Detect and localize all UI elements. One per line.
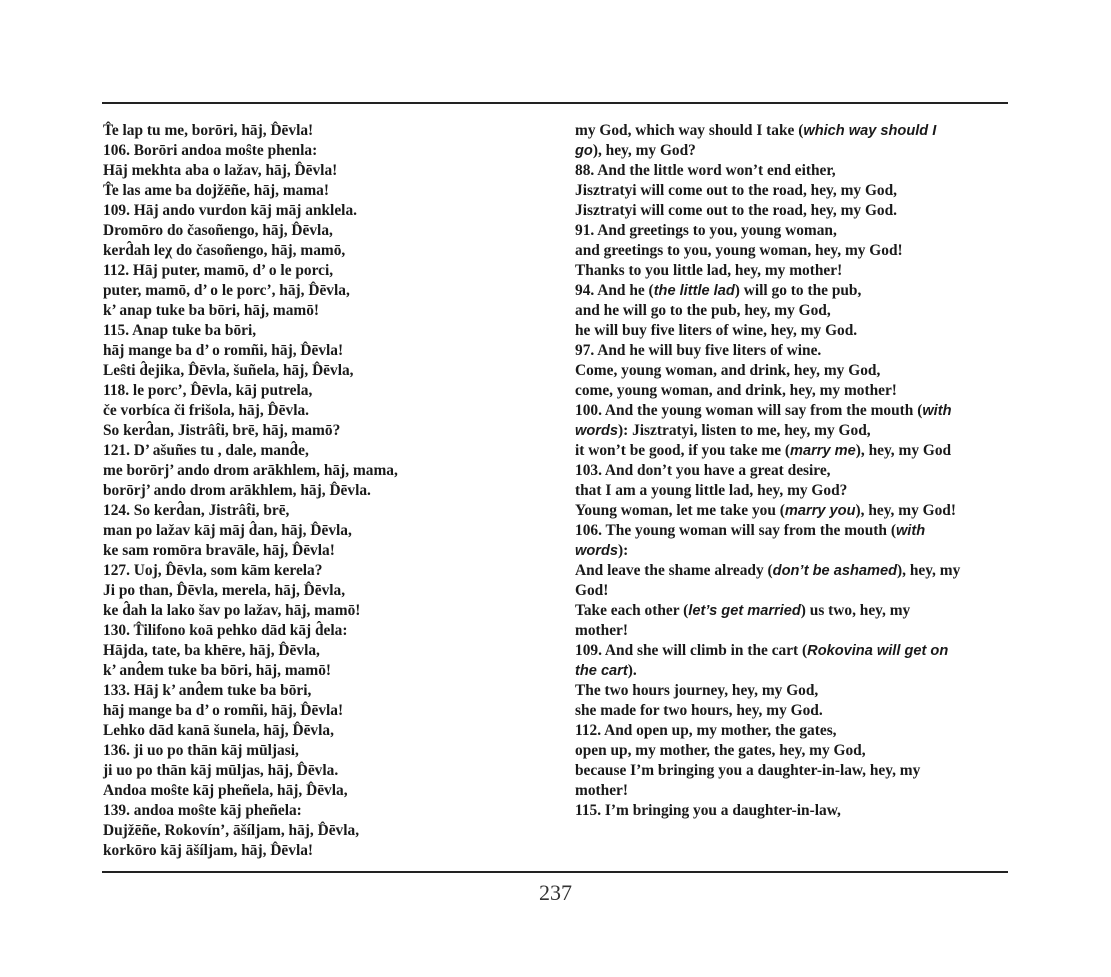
romani-line: Andoa mos̑te kāj pheñela, hāj, D̂ēvla, <box>103 782 348 799</box>
translation-line <box>575 201 961 221</box>
translation-line <box>575 381 961 401</box>
translation-line <box>575 341 961 361</box>
romani-line: 130. T̂ilifono koā pehko dād kāj d̂ela: <box>103 622 348 639</box>
translation-line <box>575 401 961 441</box>
translation-line <box>575 181 961 201</box>
italic-gloss: marry you <box>784 503 856 519</box>
romani-line: Hājda, tate, ba khēre, hāj, D̂ēvla, <box>103 642 320 659</box>
romani-line: korkōro kāj āšíljam, hāj, D̂ēvla! <box>103 842 314 859</box>
romani-line: 118. le porc’, D̂ēvla, kāj putrela, <box>103 382 313 399</box>
translation-text: open up, my mother, the gates, hey, my God, <box>575 742 866 759</box>
translation-text: ), hey, my God! <box>575 562 961 599</box>
translation-text: 112. And open up, my mother, the gates, <box>575 722 837 739</box>
romani-line: ke sam romōra bravāle, hāj, D̂ēvla! <box>103 542 335 559</box>
romani-line: 115. Anap tuke ba bōri, <box>103 322 257 339</box>
translation-line <box>575 601 961 641</box>
italic-gloss: with words <box>575 403 952 439</box>
romani-line: puter, mamō, d’ o le porc’, hāj, D̂ēvla, <box>103 282 350 299</box>
romani-line: Hāj mekhta aba o lažav, hāj, D̂ēvla! <box>103 162 338 179</box>
translation-text: 97. And he will buy five liters of wine. <box>575 342 822 359</box>
translation-text: ) us two, hey, my mother! <box>575 602 911 639</box>
romani-line: 133. Hāj k’ and̂em tuke ba bōri, <box>103 682 312 699</box>
translation-line <box>575 761 961 801</box>
romani-line: 139. andoa mos̑te kāj pheñela: <box>103 802 302 819</box>
romani-line: So kerd̂an, Jistrât̂i, brē, hāj, mamō? <box>103 422 341 439</box>
romani-line: borōrj’ ando drom arākhlem, hāj, D̂ēvla. <box>103 482 371 499</box>
translation-line <box>575 521 961 561</box>
translation-text: Come, young woman, and drink, hey, my God, <box>575 362 881 379</box>
translation-line <box>575 641 961 681</box>
romani-line: 106. Borōri andoa mos̑te phenla: <box>103 142 318 159</box>
translation-text: my God, which way should I take ( <box>575 122 804 139</box>
top-rule <box>102 102 1008 104</box>
translation-line <box>575 481 961 501</box>
translation-text: ), hey, my God! <box>855 502 956 519</box>
romani-line: me borōrj’ ando drom arākhlem, hāj, mama, <box>103 462 398 479</box>
translation-text: because I’m bringing you a daughter-in-law, hey, my mother! <box>575 762 921 799</box>
translation-text: 106. The young woman will say from the mouth ( <box>575 522 896 539</box>
italic-gloss: the little lad <box>653 283 735 299</box>
translation-line <box>575 301 961 321</box>
romani-line: če vorbíca či frišola, hāj, D̂ēvla. <box>103 402 310 419</box>
romani-line: ke d̂ah la lako šav po lažav, hāj, mamō! <box>103 602 361 619</box>
italic-gloss: which way should I go <box>575 123 937 159</box>
translation-text: Take each other ( <box>575 602 689 619</box>
translation-text: 91. And greetings to you, young woman, <box>575 222 837 239</box>
translation-text: and greetings to you, young woman, hey, my God! <box>575 242 903 259</box>
translation-text: The two hours journey, hey, my God, <box>575 682 819 699</box>
romani-line: hāj mange ba d’ o romñi, hāj, D̂ēvla! <box>103 702 344 719</box>
translation-line <box>575 161 961 181</box>
romani-line: 109. Hāj ando vurdon kāj māj anklela. <box>103 202 357 219</box>
italic-gloss: let’s get married <box>688 603 801 619</box>
romani-line: 112. Hāj puter, mamō, d’ o le porci, <box>103 262 334 279</box>
italic-gloss: marry me <box>790 443 856 459</box>
translation-text: 103. And don’t you have a great desire, <box>575 462 831 479</box>
translation-text: ): <box>617 542 629 559</box>
bottom-rule <box>102 871 1008 873</box>
translation-line <box>575 701 961 721</box>
translation-text: she made for two hours, hey, my God. <box>575 702 823 719</box>
translation-text: he will buy five liters of wine, hey, my God. <box>575 322 858 339</box>
italic-gloss: Rokovina will get on the cart <box>575 643 949 679</box>
translation-text: 115. I’m bringing you a daughter-in-law, <box>575 802 841 819</box>
translation-text: Thanks to you little lad, hey, my mother! <box>575 262 843 279</box>
translation-text: Jisztratyi will come out to the road, hey, my God. <box>575 202 898 219</box>
translation-line <box>575 741 961 761</box>
romani-line: 121. D’ ašuñes tu , dale, mand̂e, <box>103 442 309 459</box>
translation-line <box>575 221 961 241</box>
romani-line: Ji po than, D̂ēvla, merela, hāj, D̂ēvla, <box>103 582 346 599</box>
translation-text: 100. And the young woman will say from the mouth ( <box>575 402 923 419</box>
romani-line: ji uo po thān kāj mūljas, hāj, D̂ēvla. <box>103 762 339 779</box>
translation-line <box>575 801 961 821</box>
translation-text: ): Jisztratyi, listen to me, hey, my God, <box>617 422 871 439</box>
romani-line: 136. ji uo po thān kāj mūljasi, <box>103 742 299 759</box>
translation-text: and he will go to the pub, hey, my God, <box>575 302 831 319</box>
translation-line <box>575 461 961 481</box>
romani-line: Dromōro do časoñengo, hāj, D̂ēvla, <box>103 222 333 239</box>
translation-text: ), hey, my God <box>855 442 952 459</box>
translation-text: 109. And she will climb in the cart ( <box>575 642 808 659</box>
romani-line: 127. Uoj, D̂ēvla, som kām kerela? <box>103 562 323 579</box>
translation-line <box>575 681 961 701</box>
italic-gloss: don’t be ashamed <box>772 563 897 579</box>
romani-line: Lehko dād kanā šunela, hāj, D̂ēvla, <box>103 722 334 739</box>
translation-line <box>575 261 961 281</box>
page-number: 237 <box>539 880 572 905</box>
translation-line <box>575 441 961 461</box>
translation-text: ) will go to the pub, <box>734 282 862 299</box>
romani-line: man po lažav kāj māj d̂an, hāj, D̂ēvla, <box>103 522 352 539</box>
translation-line <box>575 241 961 261</box>
translation-line <box>575 721 961 741</box>
translation-text: ), hey, my God? <box>592 142 696 159</box>
english-translation-column <box>575 121 961 821</box>
translation-line <box>575 361 961 381</box>
translation-line <box>575 121 961 161</box>
romani-line: k’ and̂em tuke ba bōri, hāj, mamō! <box>103 662 332 679</box>
translation-text: come, young woman, and drink, hey, my mother! <box>575 382 897 399</box>
italic-gloss: with words <box>575 523 926 559</box>
romani-line: hāj mange ba d’ o romñi, hāj, D̂ēvla! <box>103 342 344 359</box>
romani-line: 124. So kerd̂an, Jistrât̂i, brē, <box>103 502 290 519</box>
translation-text: ). <box>627 662 637 679</box>
translation-text: that I am a young little lad, hey, my God? <box>575 482 848 499</box>
romani-line: k’ anap tuke ba bōri, hāj, mamō! <box>103 302 320 319</box>
translation-text: 94. And he ( <box>575 282 654 299</box>
romani-line: Dujžēñe, Rokovín’, āšíljam, hāj, D̂ēvla, <box>103 822 360 839</box>
translation-text: 88. And the little word won’t end either, <box>575 162 836 179</box>
translation-text: Jisztratyi will come out to the road, hey, my God, <box>575 182 898 199</box>
romani-line: Les̑ti d̂ejika, D̂ēvla, šuñela, hāj, D̂ēvla, <box>103 362 354 379</box>
romani-text-column <box>103 121 543 861</box>
translation-text: And leave the shame already ( <box>575 562 773 579</box>
romani-line: T̂e las ame ba dojžēñe, hāj, mama! <box>103 182 329 199</box>
romani-line: T̂e lap tu me, borōri, hāj, D̂ēvla! <box>103 122 314 139</box>
translation-line <box>575 501 961 521</box>
translation-text: Young woman, let me take you ( <box>575 502 785 519</box>
romani-line: kerd̂ah leχ do časoñengo, hāj, mamō, <box>103 242 346 259</box>
translation-line <box>575 321 961 341</box>
translation-text: it won’t be good, if you take me ( <box>575 442 791 459</box>
translation-line <box>575 561 961 601</box>
translation-line <box>575 281 961 301</box>
